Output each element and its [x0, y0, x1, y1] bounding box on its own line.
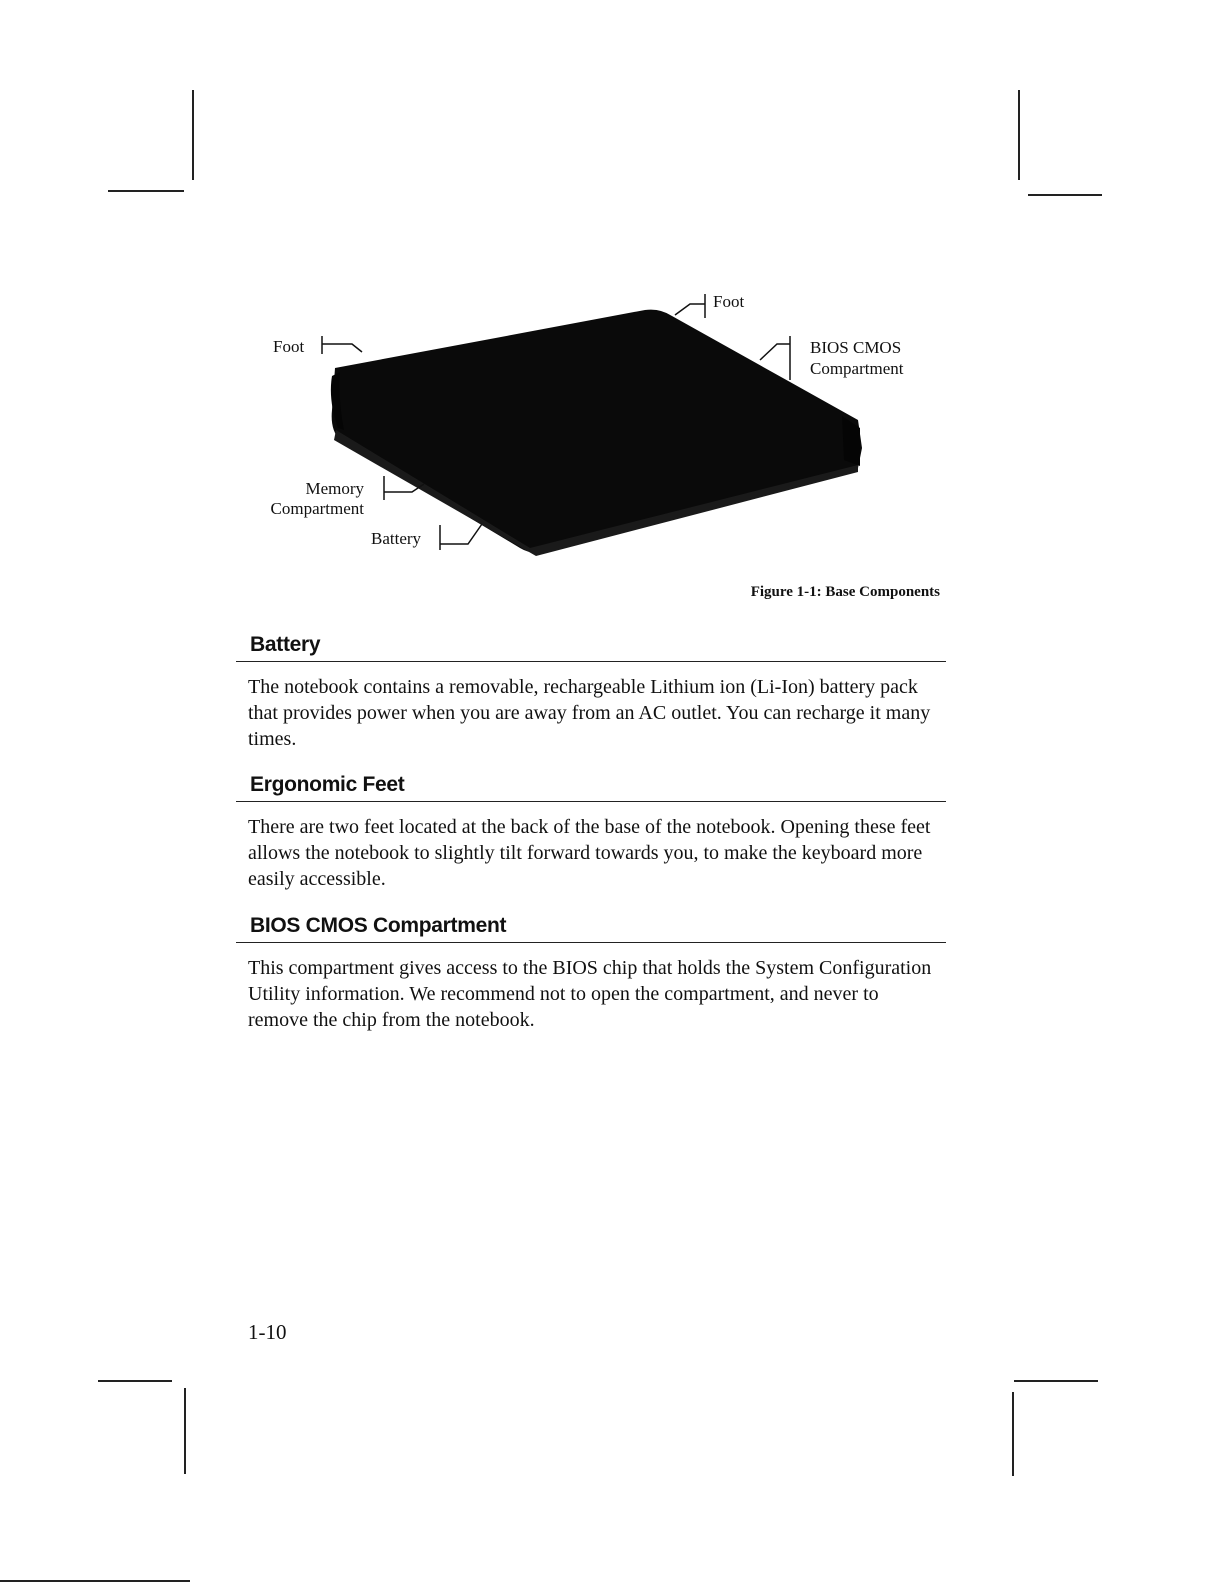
page-bottom-edge	[0, 1580, 190, 1582]
section-body: The notebook contains a removable, rechargeable Lithium ion (Li-Ion) battery pack that provides power when you are away from an AC outlet. You can recharge it many times.	[248, 676, 931, 750]
callout-bios-cmos-line2: Compartment	[810, 359, 904, 378]
callout-foot-left: Foot	[273, 337, 305, 356]
foot-left-leader	[322, 336, 362, 354]
callout-memory-line2: Compartment	[270, 499, 364, 518]
section-ergonomic-feet	[236, 772, 946, 892]
crop-mark-top-right-vertical	[1018, 90, 1020, 180]
section-body: There are two feet located at the back of the base of the notebook. Opening these feet allows the notebook to slightly tilt forward towards you, to make the keyboard more easily accessible.	[248, 816, 931, 890]
crop-mark-top-left-vertical	[192, 90, 194, 180]
figure-caption: Figure 1-1: Base Components	[750, 584, 940, 600]
notebook-body	[332, 310, 862, 553]
section-heading: Ergonomic Feet	[236, 772, 946, 802]
section-body: This compartment gives access to the BIOS chip that holds the System Configuration Utility information. We recommend not to open the compartment, and never to remove the chip from the notebook.	[248, 957, 932, 1031]
crop-mark-bottom-right-horizontal	[1014, 1380, 1098, 1382]
crop-mark-top-right-horizontal	[1028, 194, 1102, 196]
callout-bios-cmos-line1: BIOS CMOS	[810, 338, 902, 357]
notebook-base-illustration	[240, 280, 960, 580]
battery-leader	[440, 524, 482, 550]
section-heading: BIOS CMOS Compartment	[236, 913, 946, 943]
callout-foot-right: Foot	[713, 292, 745, 311]
page-number: 1-10	[248, 1320, 287, 1344]
crop-mark-bottom-left-vertical	[184, 1388, 186, 1474]
section-battery	[236, 632, 946, 752]
section-bios-cmos-compartment	[236, 913, 946, 1033]
crop-mark-bottom-left-horizontal	[98, 1380, 172, 1382]
foot-right-leader	[675, 294, 705, 318]
callout-memory-line1: Memory	[305, 479, 364, 498]
crop-mark-bottom-right-vertical	[1012, 1392, 1014, 1476]
section-heading: Battery	[236, 632, 946, 662]
crop-mark-top-left-horizontal	[108, 190, 184, 192]
callout-battery: Battery	[371, 529, 422, 548]
